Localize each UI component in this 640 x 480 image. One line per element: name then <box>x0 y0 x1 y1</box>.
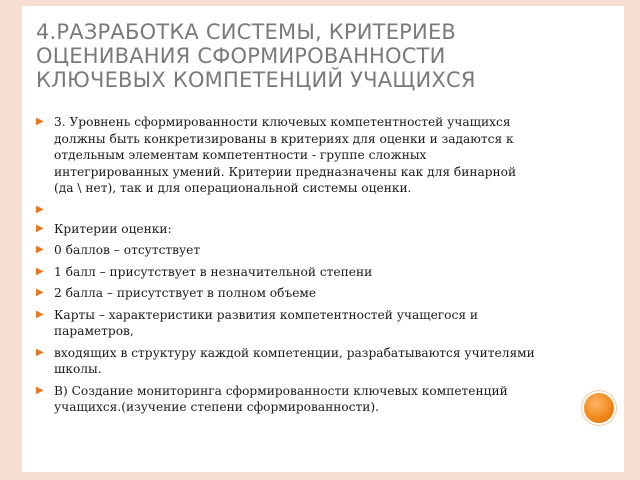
list-item-text: В) Создание мониторинга сформированности ключевых компетенций учащихся.(изучение степени сформированности). <box>54 383 508 414</box>
title-line-3: КЛЮЧЕВЫХ КОМПЕТЕНЦИЙ УЧАЩИХСЯ <box>36 68 476 92</box>
list-item <box>36 345 536 378</box>
list-item-text: Критерии оценки: <box>54 221 172 236</box>
bullet-icon: ▶ <box>36 308 44 320</box>
orange-circle-decoration <box>584 393 614 423</box>
list-item-text: Карты – характеристики развития компетентностей учащегося и параметров, <box>54 307 479 338</box>
list-item <box>36 264 536 281</box>
bullet-icon: ▶ <box>36 265 44 277</box>
bullet-icon: ▶ <box>36 116 44 127</box>
list-item <box>36 242 536 259</box>
slide-title <box>36 20 606 92</box>
list-item-text: 3. Уровнень сформированности ключевых компетентностей учащихся должны быть конкретизированы в критериях для оценки и задаются к отдельным элементам компетентности - группе сложных интегрированных умений. Критерии предназначены как для бинарной (да \ нет), так и для операциональной системы оценки. <box>54 115 517 195</box>
list-item <box>36 285 536 302</box>
bullet-icon: ▶ <box>36 203 44 215</box>
list-item <box>36 221 536 238</box>
list-item-text: 0 баллов – отсутствует <box>54 243 201 257</box>
bullet-list <box>36 114 536 421</box>
bullet-icon: ▶ <box>36 222 44 234</box>
title-line-1: 4.РАЗРАБОТКА СИСТЕМЫ, КРИТЕРИЕВ <box>36 20 457 44</box>
list-item-text: входящих в структуру каждой компетенции, разрабатываются учителями школы. <box>54 345 535 376</box>
bullet-icon: ▶ <box>36 244 44 255</box>
bullet-icon: ▶ <box>36 346 44 358</box>
list-item-text: 2 балла – присутствует в полном объеме <box>54 286 317 300</box>
list-item-text: 1 балл – присутствует в незначительной степени <box>54 264 373 279</box>
list-item <box>36 114 536 197</box>
bullet-icon: ▶ <box>36 384 44 396</box>
list-item <box>36 383 536 416</box>
bullet-icon: ▶ <box>36 287 44 298</box>
title-line-2: ОЦЕНИВАНИЯ СФОРМИРОВАННОСТИ <box>36 44 446 68</box>
list-item <box>36 307 536 340</box>
list-item <box>36 202 536 216</box>
slide <box>22 6 624 472</box>
